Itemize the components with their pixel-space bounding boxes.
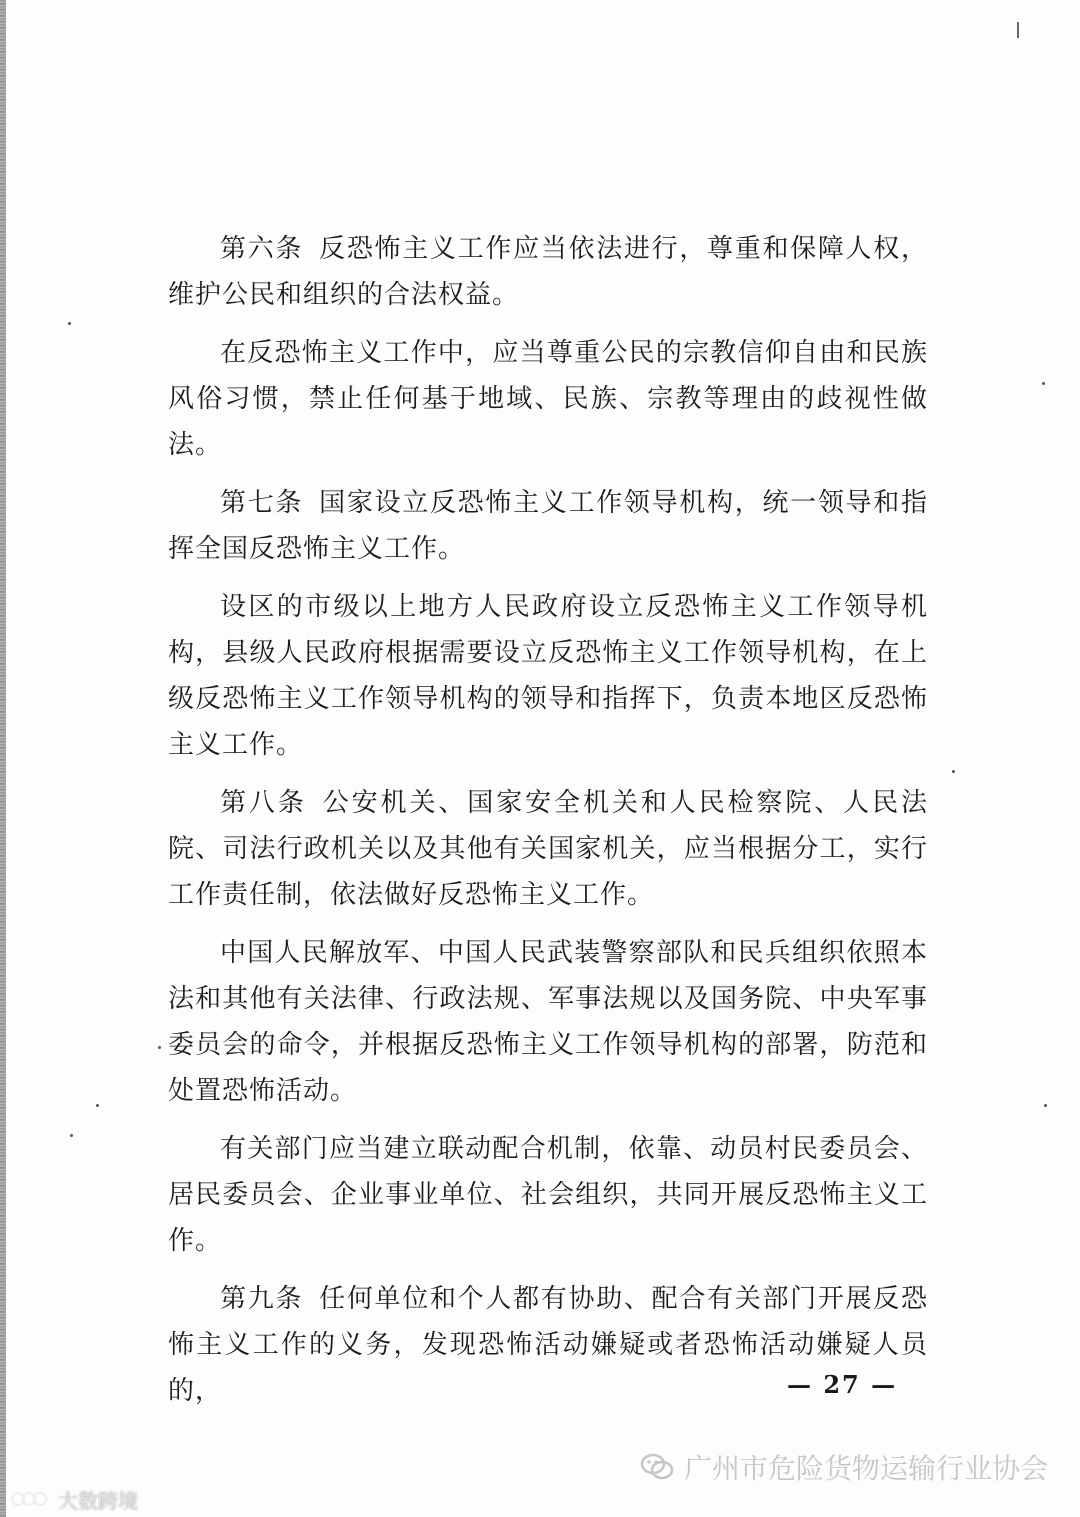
paragraph [168, 1126, 928, 1264]
paragraph-text: 国家设立反恐怖主义工作领导机构，统一领导和指挥全国反恐怖主义工作。 [168, 488, 928, 564]
scan-speck [68, 322, 71, 325]
paragraph-article-8 [168, 780, 928, 918]
scan-edge [0, 0, 6, 1517]
paragraph [168, 930, 928, 1114]
watermark-brand-text: 大数跨境 [58, 1488, 138, 1513]
page-number: — 27 — [787, 1370, 898, 1399]
logo-icon [10, 1488, 52, 1510]
article-number: 第九条 [220, 1284, 304, 1314]
document-body [168, 226, 928, 1426]
scan-speck [96, 1104, 99, 1107]
paragraph-text: 公安机关、国家安全机关和人民检察院、人民法院、司法行政机关以及其他有关国家机关，应当根据分工，实行工作责任制，依法做好反恐怖主义工作。 [168, 788, 928, 910]
paragraph-text: 反恐怖主义工作应当依法进行，尊重和保障人权，维护公民和组织的合法权益。 [168, 234, 928, 310]
scan-speck [952, 770, 955, 773]
article-number: 第八条 [220, 788, 307, 818]
watermark-association [640, 1442, 1048, 1492]
article-number: 第六条 [220, 234, 304, 264]
scan-speck [70, 1134, 73, 1137]
paragraph-text: 有关部门应当建立联动配合机制，依靠、动员村民委员会、居民委员会、企业事业单位、社会组织，共同开展反恐怖主义工作。 [168, 1134, 928, 1256]
watermark-association-text: 广州市危险货物运输行业协会 [684, 1452, 1049, 1485]
paragraph-text: 任何单位和个人都有协助、配合有关部门开展反恐怖主义工作的义务，发现恐怖活动嫌疑或者恐怖活动嫌疑人员的， [168, 1284, 928, 1406]
scan-speck [158, 1046, 161, 1049]
paragraph [168, 584, 928, 768]
watermark-brand [10, 1484, 138, 1514]
paragraph-article-6 [168, 226, 928, 318]
wechat-icon [640, 1452, 674, 1482]
paragraph-text: 在反恐怖主义工作中，应当尊重公民的宗教信仰自由和民族风俗习惯，禁止任何基于地域、民族、宗教等理由的歧视性做法。 [168, 338, 928, 460]
paragraph-text: 中国人民解放军、中国人民武装警察部队和民兵组织依照本法和其他有关法律、行政法规、军事法规以及国务院、中央军事委员会的命令，并根据反恐怖主义工作领导机构的部署，防范和处置恐怖活动。 [168, 938, 928, 1106]
paragraph-text: 设区的市级以上地方人民政府设立反恐怖主义工作领导机构，县级人民政府根据需要设立反恐怖主义工作领导机构，在上级反恐怖主义工作领导机构的领导和指挥下，负责本地区反恐怖主义工作。 [168, 592, 928, 760]
scan-speck [1042, 382, 1045, 385]
paragraph [168, 330, 928, 468]
scan-mark [1017, 22, 1019, 38]
scan-speck [1044, 1104, 1047, 1107]
article-number: 第七条 [220, 488, 304, 518]
paragraph-article-7 [168, 480, 928, 572]
